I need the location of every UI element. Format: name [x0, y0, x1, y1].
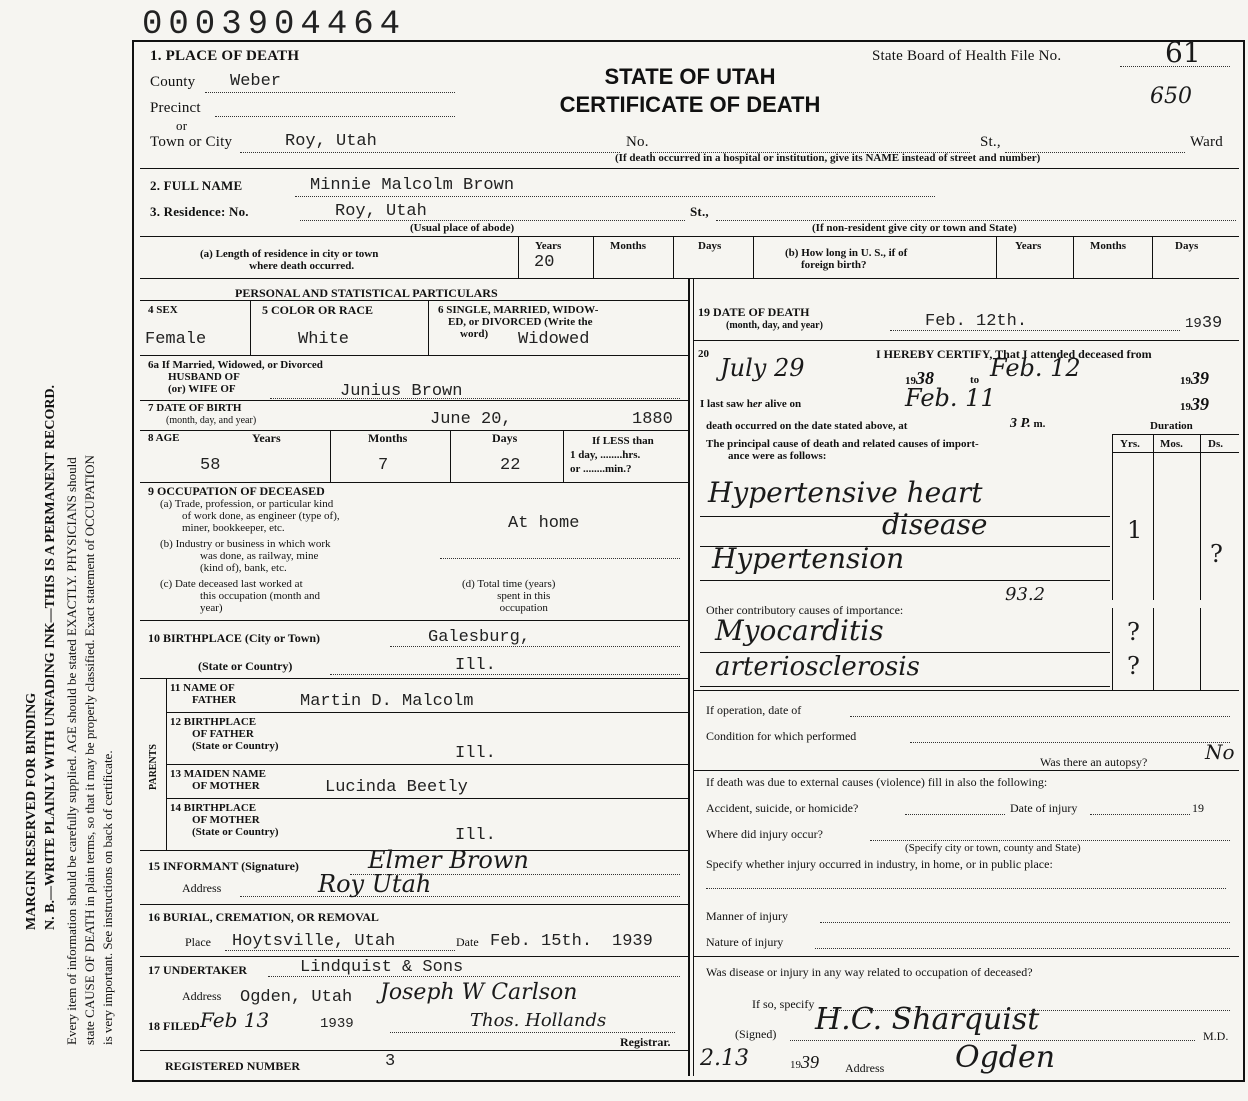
principal-cause-label [706, 438, 979, 462]
full-name-label: 2. FULL NAME [150, 178, 243, 193]
age-label: 8 AGE [148, 432, 180, 444]
registrar-label: Registrar. [620, 1035, 671, 1049]
registered-number-label: REGISTERED NUMBER [165, 1059, 301, 1073]
father-bp-line-1: 12 BIRTHPLACE [170, 716, 257, 728]
less-hrs: hrs. [622, 449, 641, 461]
occupation-c-label [160, 578, 320, 614]
dod-label [698, 306, 823, 332]
mother-name: Lucinda Beetly [325, 778, 468, 797]
mother-bp-line-3: (State or Country) [192, 826, 279, 838]
less-than-day-label: If LESS than 1 day, ........hrs. or ........min.? [570, 435, 654, 475]
to-label: to [970, 374, 980, 386]
classification-code: 93.2 [1005, 584, 1046, 605]
autopsy-value: No [1205, 740, 1235, 764]
occ-b-line-2: was done, as railway, mine [200, 550, 319, 562]
residence-length-line-1: (a) Length of residence in city or town [200, 248, 379, 260]
physician-address: Ogden [955, 1040, 1056, 1075]
residence-street-label: St., [690, 204, 709, 219]
father-birthplace: Ill. [455, 744, 496, 763]
physician-signature: H.C. Sharquist [815, 1002, 1040, 1037]
certificate-title: CERTIFICATE OF DEATH [559, 92, 821, 117]
attend-from-year: 1938 [905, 368, 934, 388]
us-residence-line-1: (b) How long in U. S., if of [785, 247, 908, 259]
age-days: 22 [500, 456, 521, 475]
autopsy-label: Was there an autopsy? [1040, 755, 1148, 769]
manner-label: Manner of injury [706, 909, 788, 923]
us-months-header: Months [1090, 240, 1127, 252]
occ-a-line-1: (a) Trade, profession, or particular kind [160, 498, 334, 510]
burial-label: 16 BURIAL, CREMATION, OR REMOVAL [148, 910, 379, 924]
age-days-header: Days [492, 431, 518, 445]
sex-label: 4 SEX [148, 304, 178, 316]
marital-line-1: 6 SINGLE, MARRIED, WIDOW- [438, 304, 599, 316]
informant-label: 15 INFORMANT (Signature) [148, 859, 299, 873]
condition-label: Condition for which performed [706, 729, 857, 743]
attend-to-year: 1939 [1180, 368, 1209, 388]
md-label: M.D. [1203, 1029, 1229, 1043]
last-saw-date: Feb. 11 [905, 384, 996, 412]
or-label: or [176, 118, 188, 133]
occupation-a-label [160, 498, 340, 534]
undertaker-label: 17 UNDERTAKER [148, 963, 248, 977]
county-value: Weber [230, 72, 282, 91]
days-header: Days [698, 240, 722, 252]
precinct-label: Precinct [150, 100, 201, 116]
us-residence-label [785, 247, 907, 271]
dob-label [148, 402, 256, 427]
us-years-header: Years [1015, 240, 1042, 252]
occ-c-line-2: this occupation (month and [200, 590, 321, 602]
death-occurred-text: death occurred on the date stated above, at [706, 420, 908, 432]
state-title: STATE OF UTAH [604, 64, 776, 89]
undertaker-address-label: Address [182, 989, 222, 1003]
margin-instruction-2: state CAUSE OF DEATH in plain terms, so that it may be properly classified. Exact statement of OCCUPATION [82, 455, 97, 1045]
burial-place: Hoytsville, Utah [232, 932, 396, 951]
if-so-label: If so, specify [752, 997, 815, 1011]
injury-year: 19 [1192, 801, 1204, 815]
town-value: Roy, Utah [285, 132, 377, 151]
yrs-header: Yrs. [1120, 438, 1140, 450]
margin-binding: MARGIN RESERVED FOR BINDING [24, 692, 39, 930]
margin-warning: N. B.—WRITE PLAINLY WITH UNFADING INK—THIS IS A PERMANENT RECORD. [43, 384, 58, 930]
burial-place-label: Place [185, 935, 211, 949]
cause-2-days: ? [1210, 540, 1223, 568]
residence-length-label [200, 248, 378, 272]
file-number-secondary: 650 [1150, 84, 1192, 109]
race-label: 5 COLOR OR RACE [262, 303, 374, 317]
dod-line-1: 19 DATE OF DEATH [698, 305, 810, 319]
occ-d-line-2: spent in this [497, 590, 551, 602]
filed-date: Feb 13 [200, 1008, 270, 1032]
informant-address-label: Address [182, 881, 222, 895]
occ-d-line-3: occupation [499, 602, 548, 614]
injury-place-type-label: Specify whether injury occurred in industry, in home, or in public place: [706, 857, 1053, 871]
occupation-value: At home [508, 514, 580, 533]
mother-line-1: 13 MAIDEN NAME [170, 768, 266, 780]
spouse-label [148, 359, 323, 395]
physician-address-label: Address [845, 1061, 885, 1075]
less-line-2: 1 day, [570, 449, 598, 461]
nature-label: Nature of injury [706, 935, 784, 949]
filed-label: 18 FILED [148, 1019, 200, 1033]
attend-from-year-digits: 38 [916, 368, 934, 388]
spouse-line-1: 6a If Married, Widowed, or Divorced [148, 359, 323, 371]
certify-text: I HEREBY CERTIFY, That I attended deceased from [876, 347, 1152, 361]
mother-birthplace-label [170, 802, 279, 838]
full-name: Minnie Malcolm Brown [310, 176, 515, 195]
occ-c-line-3: year) [200, 602, 223, 614]
months-header: Months [610, 240, 647, 252]
dod-year: 1939 [1185, 314, 1223, 333]
occ-a-line-3: miner, bookkeeper, etc. [182, 522, 285, 534]
spouse-line-2: HUSBAND OF [168, 371, 240, 383]
injury-location-note: (Specify city or town, county and State) [905, 842, 1081, 854]
birthplace-state-label: (State or Country) [198, 659, 293, 673]
father-label [170, 682, 236, 706]
last-saw-year: 1939 [1180, 394, 1209, 414]
cause-1b: disease [882, 508, 988, 541]
other-cause-2-years: ? [1127, 652, 1140, 680]
physician-sign-year-digits: 39 [801, 1052, 819, 1072]
nonresident-note: (If non-resident give city or town and State) [812, 222, 1017, 234]
other-cause-2: arteriosclerosis [715, 652, 920, 682]
cause-1-years: 1 [1127, 516, 1143, 544]
other-cause-1: Myocarditis [715, 614, 884, 647]
father-line-2: FATHER [192, 694, 237, 706]
undertaker-address: Ogden, Utah [240, 988, 353, 1007]
residence-label: 3. Residence: No. [150, 204, 249, 219]
occ-a-line-2: of work done, as engineer (type of), [182, 510, 340, 522]
file-number-label: State Board of Health File No. [872, 48, 1062, 64]
dod-line-2: (month, day, and year) [726, 320, 823, 331]
occupation-d-label [462, 578, 555, 614]
last-saw-suffix: alive on [764, 398, 802, 410]
last-saw-prefix: I last saw h [700, 398, 753, 410]
dob-value: June 20, [430, 410, 512, 429]
occupation-b-label [160, 538, 330, 574]
dod-year-digits: 39 [1201, 314, 1223, 333]
principal-line-1: The principal cause of death and related causes of import- [706, 438, 979, 450]
place-of-death-label: 1. PLACE OF DEATH [150, 48, 300, 64]
age-months-header: Months [368, 431, 408, 445]
marital-value: Widowed [518, 330, 590, 349]
less-line-1: If LESS than [592, 435, 654, 447]
mother-bp-line-2: OF MOTHER [192, 814, 260, 826]
undertaker-name: Lindquist & Sons [300, 958, 464, 977]
filed-year-digits: 39 [336, 1016, 354, 1032]
residence-length-line-2: where death occurred. [249, 260, 355, 272]
personal-heading: PERSONAL AND STATISTICAL PARTICULARS [235, 286, 498, 300]
dob-year: 1880 [632, 410, 673, 429]
occupation-label: 9 OCCUPATION OF DECEASED [148, 484, 325, 498]
street-label: St., [980, 134, 1001, 150]
age-years-header: Years [252, 431, 281, 445]
death-time [1010, 418, 1045, 430]
occ-b-line-3: (kind of), bank, etc. [200, 562, 287, 574]
mother-line-2: OF MOTHER [192, 780, 260, 792]
attend-to-year-digits: 39 [1191, 368, 1209, 388]
registrar-signature: Thos. Hollands [470, 1010, 607, 1031]
hospital-note: (If death occurred in a hospital or institution, give its NAME instead of street and number) [615, 152, 1041, 164]
father-bp-line-2: OF FATHER [192, 728, 254, 740]
us-days-header: Days [1175, 240, 1199, 252]
operation-label: If operation, date of [706, 703, 802, 717]
injury-date-label: Date of injury [1010, 801, 1078, 815]
file-number: 61 [1165, 36, 1201, 69]
town-label: Town or City [150, 134, 233, 150]
years-header: Years [535, 240, 562, 252]
death-time-suffix: m. [1033, 418, 1046, 430]
sex-value: Female [145, 330, 207, 349]
father-birthplace-label [170, 716, 279, 752]
ds-header: Ds. [1208, 438, 1223, 450]
residence-value: Roy, Utah [335, 202, 427, 221]
burial-year: 1939 [612, 932, 653, 951]
age-months: 7 [378, 456, 389, 475]
birthplace-state: Ill. [455, 656, 496, 675]
cause-2: Hypertension [712, 542, 905, 575]
cause-1: Hypertensive heart [708, 476, 983, 509]
occ-d-line-1: (d) Total time (years) [462, 578, 556, 590]
mother-birthplace: Ill. [455, 826, 496, 845]
burial-date: Feb. 15th. [490, 932, 593, 951]
registered-number: 3 [385, 1052, 396, 1071]
marital-line-2: ED, or DIVORCED (Write the [448, 316, 593, 328]
filed-year: 1939 [320, 1016, 354, 1032]
external-causes-note: If death was due to external causes (violence) fill in also the following: [706, 775, 1048, 789]
occ-b-line-1: (b) Industry or business in which work [160, 538, 331, 550]
certificate-number: 0003904464 [142, 6, 407, 44]
father-name: Martin D. Malcolm [300, 692, 474, 711]
county-label: County [150, 74, 196, 90]
mos-header: Mos. [1160, 438, 1183, 450]
birthplace-label: 10 BIRTHPLACE (City or Town) [148, 631, 321, 645]
last-saw-pronoun: er [752, 398, 763, 410]
last-saw-year-digits: 39 [1191, 394, 1209, 414]
burial-date-label: Date [456, 935, 479, 949]
injury-location-label: Where did injury occur? [706, 827, 823, 841]
occ-c-line-1: (c) Date deceased last worked at [160, 578, 303, 590]
less-line-3: or [570, 463, 581, 475]
attend-from: July 29 [720, 354, 805, 382]
abode-note: (Usual place of abode) [410, 222, 515, 234]
accident-label: Accident, suicide, or homicide? [706, 801, 859, 815]
margin-instruction-1: Every item of information should be carefully supplied. AGE should be stated EXACTLY. PHYSICIANS should [64, 457, 79, 1045]
signed-label: (Signed) [735, 1027, 777, 1041]
marital-line-3: word) [460, 328, 489, 340]
spouse-line-3: (or) WIFE OF [168, 383, 236, 395]
parents-label: PARENTS [148, 744, 159, 790]
less-min: min.? [604, 463, 632, 475]
race-value: White [298, 330, 350, 349]
occupation-related-label: Was disease or injury in any way related to occupation of deceased? [706, 965, 1033, 979]
mother-label [170, 768, 266, 792]
physician-sign-year: 1939 [790, 1052, 819, 1072]
mother-bp-line-1: 14 BIRTHPLACE [170, 802, 257, 814]
item-20-label: 20 [698, 348, 709, 360]
informant-signature: Elmer Brown [368, 846, 529, 874]
burial-year-digits: 39 [632, 932, 653, 951]
father-bp-line-3: (State or Country) [192, 740, 279, 752]
father-line-1: 11 NAME OF [170, 682, 235, 694]
dob-line-2: (month, day, and year) [166, 415, 257, 426]
margin-instruction-3: is very important. See instructions on back of certificate. [100, 750, 115, 1045]
duration-header: Duration [1150, 420, 1193, 432]
ward-label: Ward [1190, 134, 1223, 150]
other-causes-label: Other contributory causes of importance: [706, 603, 904, 617]
birthplace-city: Galesburg, [428, 628, 531, 647]
other-cause-1-years: ? [1127, 618, 1140, 646]
principal-line-2: ance were as follows: [728, 450, 827, 462]
spouse-value: Junius Brown [340, 382, 463, 401]
dob-line-1: 7 DATE OF BIRTH [148, 402, 242, 414]
last-saw-label [700, 398, 801, 410]
us-residence-line-2: foreign birth? [801, 259, 867, 271]
attend-to: Feb. 12 [990, 354, 1081, 382]
residence-years: 20 [534, 253, 555, 272]
age-years: 58 [200, 456, 221, 475]
dod-value: Feb. 12th. [925, 312, 1028, 331]
informant-address: Roy Utah [318, 870, 432, 898]
death-time-value: 3 P. [1010, 416, 1031, 431]
undertaker-signature: Joseph W Carlson [380, 980, 578, 1005]
physician-sign-date: 2.13 [700, 1046, 749, 1071]
street-no-label: No. [626, 134, 649, 150]
